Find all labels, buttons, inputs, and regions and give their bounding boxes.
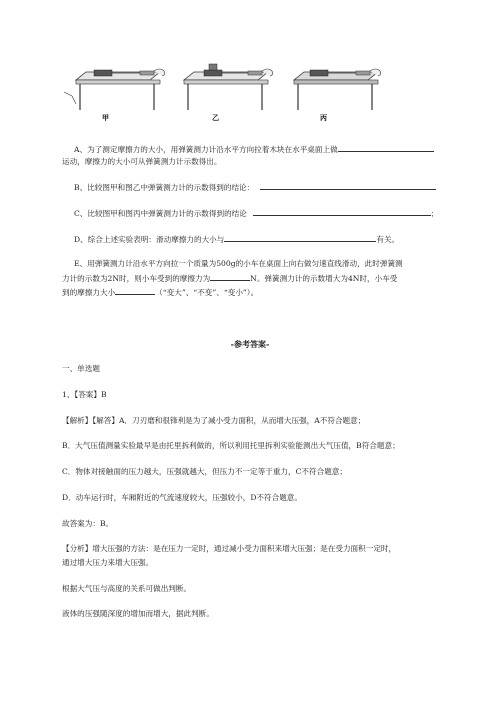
option-d: D、综合上述实验表明：滑动摩擦力的大小与 有关。 — [74, 235, 400, 244]
final-answer: 故答案为：B。 — [62, 519, 114, 528]
option-c: C、比较图甲和图丙中弹簧测力计的示数得到的结论 ； — [74, 209, 439, 218]
answer-blank[interactable] — [210, 272, 250, 281]
answer-blank[interactable] — [115, 286, 155, 295]
analysis-d: D．动车运行时，车厢附近的气流速度较大，压强较小，D不符合题意。 — [62, 493, 302, 502]
figure-label-yi: 乙 — [212, 114, 219, 122]
answer-blank[interactable] — [260, 181, 436, 190]
answer-blank[interactable] — [224, 233, 376, 242]
option-e-line3: 到的摩擦力大小 （“变大”、“不变”、“变小”）。 — [62, 288, 259, 297]
analysis-a: 【解析】【解答】A．刀刃磨和很锋利是为了减小受力面积，从而增大压强，A不符合题意； — [62, 416, 366, 425]
answer-blank[interactable] — [253, 207, 431, 216]
answer-blank[interactable] — [338, 143, 434, 152]
table-bing — [294, 69, 381, 110]
fenxi-line1: 【分析】增大压强的方法：是在压力一定时，通过减小受力面积来增大压强；是在受力面积一定时， — [62, 544, 397, 553]
experiment-figure — [62, 62, 392, 124]
option-e-line1: E、用弹簧测力计沿水平方向拉一个质量为500g的小车在桌面上向右做匀速直线滑动，此时弹簧测 — [74, 259, 403, 268]
option-a-line2: 运动，摩擦力的大小可从弹簧测力计示数得出。 — [62, 157, 222, 166]
paragraph-liquid-pressure: 液体的压强随深度的增加而增大，据此判断。 — [62, 609, 214, 618]
figure-label-jia: 甲 — [102, 114, 109, 122]
option-e-line2: 力计的示数为2N时，则小车受到的摩擦力为 N。弹簧测力计的示数增大为4N时，小车受 — [62, 274, 398, 283]
answer-q1: 1、【答案】B — [62, 390, 107, 399]
table-yi — [184, 64, 273, 110]
analysis-b: B．大气压值测量实验最早是由托里拆利做的，所以利用托里拆利实验能测出大气压值，B符合题意； — [62, 441, 400, 450]
option-b: B、比较图甲和图乙中弹簧测力计的示数得到的结论： — [74, 181, 436, 193]
analysis-c: C．物体对接触面的压力越大，压强就越大，但压力不一定等于重力，C不符合题意； — [62, 467, 347, 476]
table-jia — [64, 69, 165, 110]
option-a-line1: A、为了测定摩擦力的大小，用弹簧测力计沿水平方向拉着木块在水平桌面上做 — [74, 143, 434, 155]
paragraph-pressure-altitude: 根据大气压与高度的关系可做出判断。 — [62, 584, 192, 593]
section-title: 一、单选题 — [62, 364, 100, 373]
fenxi-line2: 通过增大压力来增大压强。 — [62, 558, 154, 567]
answer-heading: -参考答案- — [230, 339, 270, 349]
figure-label-bing: 丙 — [320, 114, 327, 122]
